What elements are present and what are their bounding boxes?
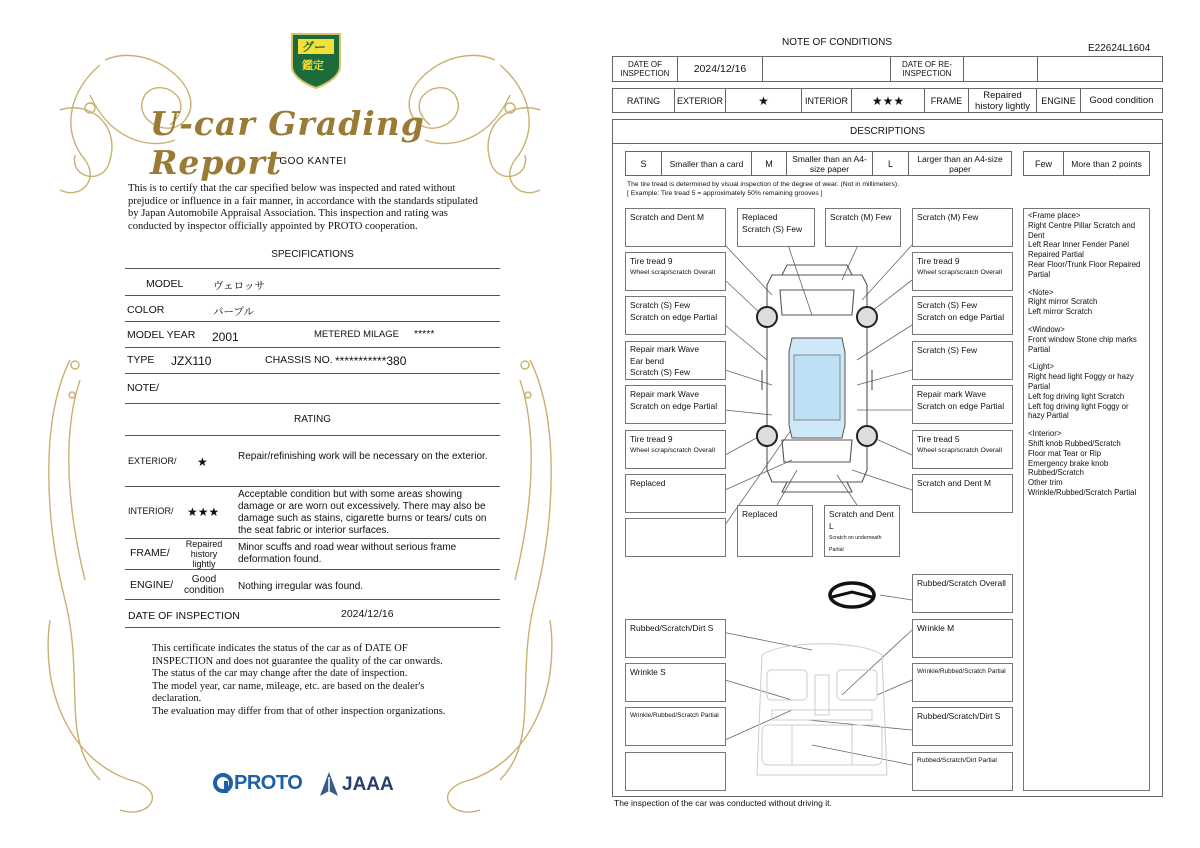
chassis-value: ***********380	[335, 354, 407, 368]
type-row	[125, 348, 500, 374]
report-subtitle: GOO KANTEI	[279, 156, 347, 167]
damage-box	[912, 707, 1013, 746]
engine-label: ENGINE	[1037, 89, 1081, 113]
doi-value: 2024/12/16	[678, 57, 763, 82]
badge-text-top: グー	[302, 40, 327, 54]
doi-label: DATE OF INSPECTION	[613, 57, 678, 82]
inspection-date-table	[612, 56, 1163, 82]
damage-text: Scratch (M) Few	[917, 212, 979, 222]
damage-box	[625, 341, 726, 380]
damage-text: Wheel scrap/scratch Overall	[917, 447, 1002, 454]
note-line: Left fog driving light Scratch	[1028, 391, 1125, 401]
size-legend	[625, 151, 1012, 176]
intro-line: by Japan Automobile Appraisal Association. This inspection and rating was	[128, 208, 448, 220]
note-line: Other trim	[1028, 478, 1063, 488]
exterior-label: EXTERIOR	[675, 89, 726, 113]
note-line: Right mirror Scratch	[1028, 297, 1098, 307]
damage-text: Repair mark Wave	[630, 344, 700, 354]
damage-text: Tire tread 9	[630, 256, 673, 266]
damage-box	[912, 341, 1013, 380]
note-spacer	[1028, 421, 1145, 429]
damage-box	[912, 663, 1013, 702]
divider	[125, 268, 500, 269]
color-row	[125, 296, 500, 322]
damage-text: Wheel scrap/scratch Overall	[630, 269, 715, 276]
exterior-stars: ★	[726, 89, 802, 113]
tire-note-line: [ Example: Tire tread 5 = approximately 50% remaining grooves ]	[627, 190, 823, 197]
jaaa-mark-icon	[318, 771, 340, 797]
note-line: Emergency brake knob Rubbed/Scratch	[1028, 458, 1109, 478]
note-line: Left fog driving light Foggy or hazy Partial	[1028, 401, 1129, 421]
exterior-label: EXTERIOR/	[128, 456, 177, 466]
descriptions-heading: DESCRIPTIONS	[612, 119, 1163, 144]
engine-value: Good condition	[1081, 89, 1163, 113]
badge-text-mid: 鑑定	[302, 60, 324, 72]
rating-heading: RATING	[293, 414, 332, 425]
damage-box	[737, 208, 815, 247]
damage-text: Scratch (S) Few	[917, 345, 978, 355]
damage-box	[912, 208, 1013, 247]
damage-box	[912, 430, 1013, 469]
damage-box	[625, 385, 726, 424]
damage-text: Repair mark Wave	[917, 389, 987, 399]
disclaimer-line: The status of the car may change after the date of inspection.	[152, 668, 408, 679]
report-title: U-car Grading Report	[150, 104, 425, 182]
damage-text: Scratch (S) Few	[630, 367, 691, 377]
damage-box	[737, 505, 813, 557]
interior-label: INTERIOR/	[128, 506, 174, 516]
car-top-view	[757, 265, 877, 492]
legend-s: S	[626, 152, 662, 176]
divider	[125, 435, 500, 436]
interior-stars: ★★★	[187, 505, 220, 519]
mileage-value: *****	[414, 328, 435, 340]
damage-text: Scratch (S) Few	[742, 224, 803, 234]
damage-box	[625, 296, 726, 335]
specifications-heading: SPECIFICATIONS	[271, 249, 354, 260]
damage-text: Tire tread 5	[917, 434, 960, 444]
intro-line: conducted by inspector officially appointed by PROTO cooperation.	[128, 220, 418, 232]
note-row	[125, 374, 500, 404]
damage-box	[912, 385, 1013, 424]
proto-mark-icon	[212, 771, 234, 795]
chassis-label: CHASSIS NO.	[265, 354, 333, 366]
note-line: <Light>	[1028, 362, 1055, 372]
tire-tread-note	[627, 180, 899, 198]
interior-stars: ★★★	[852, 89, 925, 113]
damage-box	[625, 252, 726, 291]
disclaimer-line: The evaluation may differ from that of other inspection organizations.	[152, 705, 446, 717]
car-interior-view	[757, 644, 887, 775]
tire-note-line: The tire tread is determined by visual inspection of the degree of wear. (Not in millimeters).	[627, 181, 899, 188]
frame-value: Repaired history lightly	[185, 539, 223, 569]
damage-box	[625, 474, 726, 513]
legend-m: M	[752, 152, 787, 176]
type-label: TYPE	[127, 354, 155, 366]
legend-few-desc: More than 2 points	[1064, 152, 1150, 176]
note-spacer	[1028, 280, 1145, 288]
damage-box	[625, 208, 726, 247]
damage-text: Scratch on edge Partial	[917, 401, 1005, 411]
model-row	[125, 270, 500, 296]
damage-box	[912, 296, 1013, 335]
damage-box	[825, 208, 901, 247]
damage-text: Scratch (S) Few	[630, 300, 691, 310]
damage-text: Replaced	[630, 478, 666, 488]
noc-code: E22624L1604	[1088, 43, 1151, 54]
damage-box	[625, 430, 726, 469]
damage-box	[912, 252, 1013, 291]
note-line: Right Centre Pillar Scratch and Dent	[1028, 220, 1136, 240]
damage-text: Wheel scrap/scratch Overall	[630, 447, 715, 454]
damage-text: Rubbed/Scratch/Dirt S	[917, 711, 1001, 721]
damage-text: Wheel scrap/scratch Overall	[917, 269, 1002, 276]
interior-label: INTERIOR	[802, 89, 852, 113]
model-value: ヴェロッサ	[213, 280, 265, 292]
proto-logo-text: PROTO	[234, 772, 303, 794]
damage-text: Rubbed/Scratch/Dirt Partial	[917, 757, 997, 764]
damage-text: Scratch (S) Few	[917, 300, 978, 310]
certificate-disclaimer	[152, 643, 472, 718]
damage-text: Rubbed/Scratch Overall	[917, 578, 1006, 588]
steering-wheel-icon	[830, 583, 874, 607]
disclaimer-line: This certificate indicates the status of the car as of DATE OF	[152, 643, 408, 654]
damage-text: Wrinkle S	[630, 667, 666, 677]
dor-value	[964, 57, 1038, 82]
note-line: <Interior>	[1028, 429, 1062, 439]
damage-box	[625, 663, 726, 702]
few-legend	[1023, 151, 1150, 176]
engine-label: ENGINE/	[130, 579, 174, 591]
legend-few: Few	[1024, 152, 1064, 176]
doi-label: DATE OF INSPECTION	[128, 610, 240, 622]
note-line: Shift knob Rubbed/Scratch	[1028, 438, 1121, 448]
model-year-value: 2001	[212, 330, 239, 344]
intro-line: This is to certify that the car specified below was inspected and rated without	[128, 183, 456, 194]
damage-text: Wrinkle/Rubbed/Scratch Partial	[630, 712, 719, 719]
legend-l-desc: Larger than an A4-size paper	[909, 152, 1012, 176]
jaaa-logo-text: JAAA	[342, 774, 394, 795]
damage-text: Rubbed/Scratch/Dirt S	[630, 623, 714, 633]
legend-s-desc: Smaller than a card	[662, 152, 752, 176]
damage-text: Wrinkle M	[917, 623, 955, 633]
goo-kantei-badge-icon	[288, 30, 344, 90]
damage-text: Replaced	[742, 509, 778, 519]
note-line: Front window Stone chip marks Partial	[1028, 334, 1137, 354]
note-spacer	[1028, 317, 1145, 325]
damage-box	[912, 574, 1013, 613]
rating-table	[612, 88, 1163, 113]
note-line: Left mirror Scratch	[1028, 307, 1093, 317]
damage-text: Scratch on underneath Partial	[829, 535, 882, 553]
blank-cell	[763, 57, 891, 82]
disclaimer-line: The model year, car name, mileage, etc. are based on the dealer's	[152, 680, 425, 692]
exterior-description: Repair/refinishing work will be necessary on the exterior.	[238, 451, 488, 462]
damage-text: Scratch and Dent M	[630, 212, 705, 222]
damage-text: Scratch on edge Partial	[630, 401, 718, 411]
note-line: <Note>	[1028, 287, 1054, 297]
frame-label: FRAME	[925, 89, 969, 113]
doi-value: 2024/12/16	[341, 608, 394, 620]
frame-label: FRAME/	[130, 547, 170, 559]
note-spacer	[1028, 354, 1145, 362]
damage-box	[912, 752, 1013, 791]
damage-box	[912, 474, 1013, 513]
frame-description: Minor scuffs and road wear without serious frame deformation found.	[238, 542, 457, 565]
damage-text: Tire tread 9	[630, 434, 673, 444]
mileage-label: METERED MILAGE	[314, 329, 399, 340]
noc-title: NOTE OF CONDITIONS	[782, 37, 892, 48]
note-line: Right head light Foggy or hazy Partial	[1028, 372, 1134, 391]
engine-description: Nothing irregular was found.	[238, 581, 364, 592]
condition-notes	[1023, 208, 1150, 791]
disclaimer-line: INSPECTION and does not guarantee the quality of the car onwards.	[152, 655, 443, 667]
color-value: パープル	[213, 306, 255, 318]
legend-m-desc: Smaller than an A4-size paper	[787, 152, 873, 176]
damage-text: Scratch on edge Partial	[630, 312, 718, 322]
damage-box	[912, 619, 1013, 658]
damage-text: Scratch and Dent L	[829, 509, 894, 531]
noc-footer: The inspection of the car was conducted without driving it.	[614, 798, 832, 808]
note-label: NOTE/	[127, 382, 160, 394]
damage-box	[625, 619, 726, 658]
interior-description: Acceptable condition but with some areas showing damage or are worn out excessively. There may also be damage such as stains, cigarette burns or tears/ cuts on the seat fabric or interior surfaces.	[238, 489, 487, 536]
damage-text: Repair mark Wave	[630, 389, 700, 399]
intro-line: prejudice or influence in a fair manner, in accordance with the standards stipulated	[128, 195, 478, 207]
model-year-row	[125, 322, 500, 348]
color-label: COLOR	[127, 304, 165, 316]
note-line: <Window>	[1028, 324, 1065, 334]
engine-value: Good condition	[183, 574, 225, 596]
doi-row	[125, 600, 500, 628]
type-value: JZX110	[171, 354, 212, 368]
damage-box	[625, 752, 726, 791]
disclaimer-line: declaration.	[152, 693, 202, 704]
damage-text: Scratch (M) Few	[830, 212, 892, 222]
certification-statement	[128, 183, 508, 233]
note-line: Wrinkle/Rubbed/Scratch Partial	[1028, 487, 1137, 497]
note-line: Floor mat Tear or Rip	[1028, 448, 1102, 458]
damage-text: Ear bend	[630, 355, 664, 366]
damage-text: Tire tread 9	[917, 256, 960, 266]
damage-text: Scratch and Dent M	[917, 478, 992, 488]
frame-value: Repaired history lightly	[969, 89, 1037, 113]
legend-l: L	[873, 152, 909, 176]
note-line: <Frame place>	[1028, 211, 1081, 220]
dor-label: DATE OF RE-INSPECTION	[891, 57, 964, 82]
damage-box	[625, 707, 726, 746]
model-label: MODEL	[146, 278, 184, 290]
damage-text: Scratch on edge Partial	[917, 312, 1005, 322]
blank-cell	[1038, 57, 1163, 82]
damage-box	[625, 518, 726, 557]
model-year-label: MODEL YEAR	[127, 329, 196, 341]
rating-label: RATING	[613, 89, 675, 113]
note-line: Left Rear Inner Fender Panel Repaired Partial	[1028, 240, 1129, 260]
note-line: Rear Floor/Trunk Floor Repaired Partial	[1028, 259, 1141, 279]
exterior-stars: ★	[197, 455, 208, 469]
damage-text: Wrinkle/Rubbed/Scratch Partial	[917, 668, 1006, 675]
damage-box	[824, 505, 900, 557]
damage-text: Replaced	[742, 212, 778, 222]
